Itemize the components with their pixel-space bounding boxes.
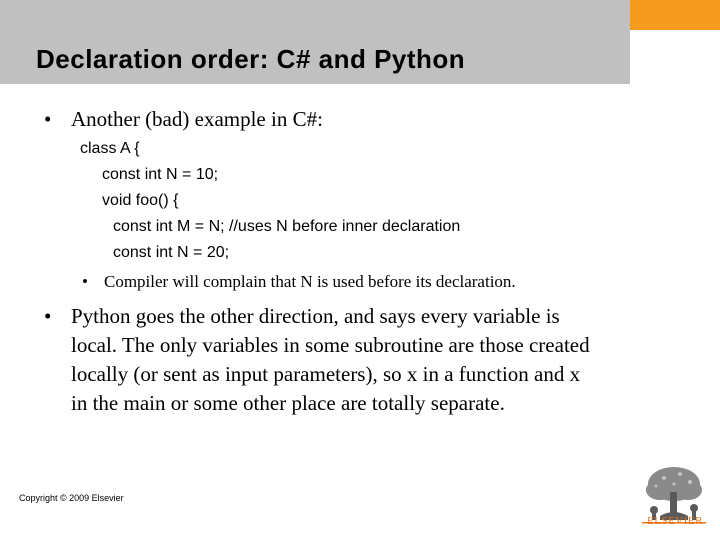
- accent-spacer: [630, 30, 720, 84]
- code-line: const int N = 20;: [113, 244, 230, 261]
- bullet-1-text: Another (bad) example in C#:: [71, 107, 323, 131]
- bullet-2-line: local. The only variables in some subroutine are those created: [71, 333, 590, 357]
- bullet-2-line: Python goes the other direction, and says every variable is: [71, 304, 560, 328]
- bullet-dot: •: [44, 107, 52, 131]
- bullet-2-text: [71, 302, 590, 418]
- code-line: const int M = N; //uses N before inner declaration: [113, 218, 461, 235]
- code-line: void foo() {: [102, 192, 179, 209]
- elsevier-wordmark: ELSEVIER: [647, 515, 703, 527]
- code-line: class A {: [80, 140, 140, 157]
- accent-block: [630, 0, 720, 30]
- bullet-dot: •: [44, 304, 52, 328]
- slide-title: Declaration order: C# and Python: [36, 44, 466, 74]
- sub-bullet-text: Compiler will complain that N is used before its declaration.: [104, 272, 516, 291]
- bullet-dot: •: [82, 272, 88, 291]
- bullet-2-line: locally (or sent as input parameters), so x in a function and x: [71, 362, 581, 386]
- code-line: const int N = 10;: [102, 166, 219, 183]
- copyright: Copyright © 2009 Elsevier: [19, 493, 124, 503]
- bullet-2-line: in the main or some other place are totally separate.: [71, 391, 505, 415]
- bullet-2: [44, 302, 704, 422]
